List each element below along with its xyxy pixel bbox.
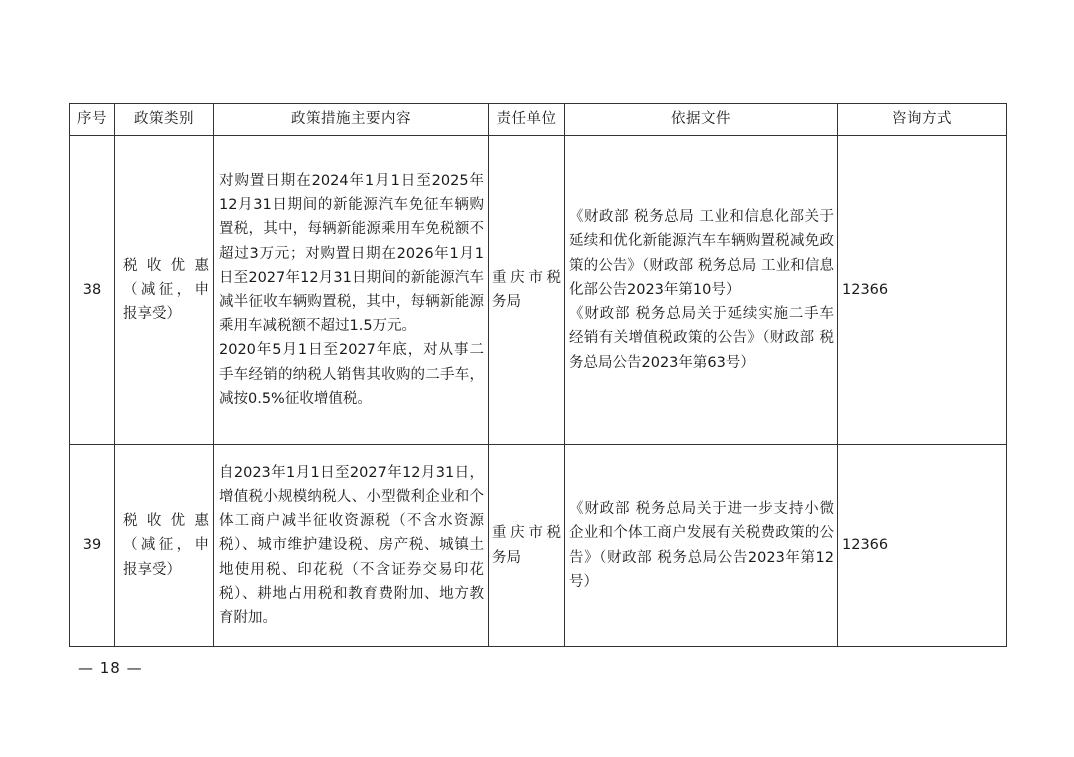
table-header-row: [70, 104, 1007, 136]
header-unit: 责任单位: [489, 104, 565, 136]
row-index: 38: [70, 136, 115, 445]
row-content: [214, 136, 489, 445]
table-row: [70, 445, 1007, 647]
row-unit: 重庆市税务局: [489, 445, 565, 647]
content-paragraph: 对购置日期在2024年1月1日至2025年12月31日期间的新能源汽车免征车辆购置税，其中，每辆新能源乘用车免税额不超过3万元；对购置日期在2026年1月1日至2027年12月31日期间的新能源汽车减半征收车辆购置税，其中，每辆新能源乘用车减税额不超过1.5万元。: [219, 172, 484, 335]
content-paragraph: 2020年5月1日至2027年底，对从事二手车经销的纳税人销售其收购的二手车，减按0.5%征收增值税。: [219, 342, 484, 407]
row-category: 税收优惠（减征，申报享受）: [115, 136, 214, 445]
row-basis: [565, 136, 838, 445]
basis-document: 《财政部 税务总局 工业和信息化部关于延续和优化新能源汽车车辆购置税减免政策的公告》（财政部 税务总局 工业和信息化部公告2023年第10号）: [569, 209, 834, 298]
row-contact: 12366: [838, 136, 1007, 445]
content-paragraph: 自2023年1月1日至2027年12月31日，增值税小规模纳税人、小型微利企业和个体工商户减半征收资源税（不含水资源税）、城市维护建设税、房产税、城镇土地使用税、印花税（不含证券交易印花税）、耕地占用税和教育费附加、地方教育附加。: [219, 464, 484, 626]
table-row: [70, 136, 1007, 445]
row-category: 税收优惠（减征，申报享受）: [115, 445, 214, 647]
policy-table: [69, 103, 1007, 647]
header-contact: 咨询方式: [838, 104, 1007, 136]
basis-document: 《财政部 税务总局关于延续实施二手车经销有关增值税政策的公告》（财政部 税务总局公告2023年第63号）: [569, 306, 834, 371]
page-number: — 18 —: [78, 659, 143, 677]
header-category: 政策类别: [115, 104, 214, 136]
header-index: 序号: [70, 104, 115, 136]
header-basis: 依据文件: [565, 104, 838, 136]
row-contact: 12366: [838, 445, 1007, 647]
basis-document: 《财政部 税务总局关于进一步支持小微企业和个体工商户发展有关税费政策的公告》（财政部 税务总局公告2023年第12号）: [569, 501, 834, 590]
header-content: 政策措施主要内容: [214, 104, 489, 136]
row-content: [214, 445, 489, 647]
row-unit: 重庆市税务局: [489, 136, 565, 445]
row-index: 39: [70, 445, 115, 647]
row-basis: [565, 445, 838, 647]
